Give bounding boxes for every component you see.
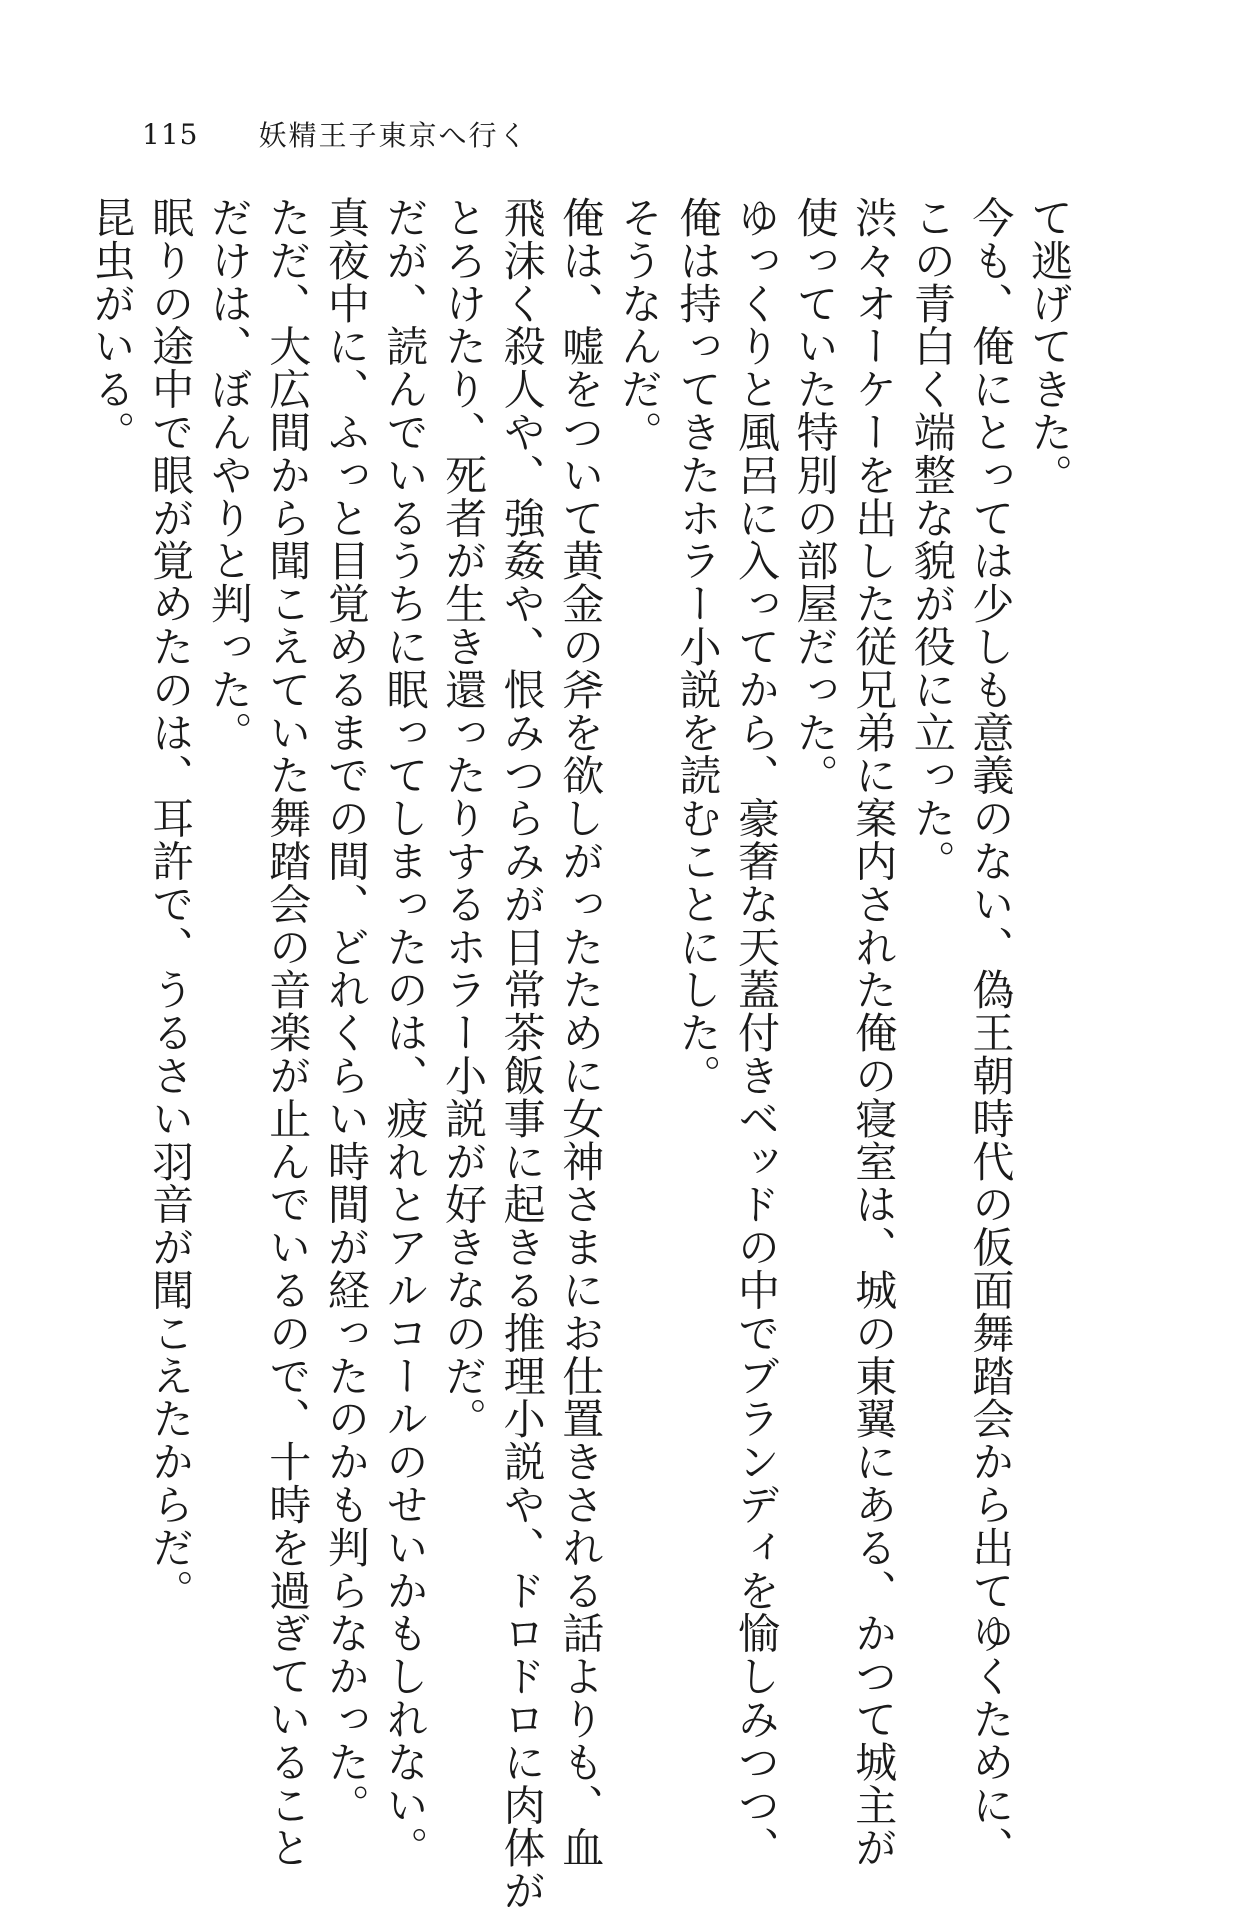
text-line: 俺は持ってきたホラー小説を読むことにした。: [673, 196, 723, 1097]
book-title: 妖精王子東京へ行く: [258, 119, 529, 152]
text-line: とろけたり、死者が生き還ったりするホラー小説が好きなのだ。: [439, 196, 489, 1441]
text-line: 俺は、嘘をついて黄金の斧を欲しがったために女神さまにお仕置きされる話よりも、血: [556, 196, 606, 1870]
text-line: だけは、ぼんやりと判った。: [204, 196, 254, 754]
text-line: だが、読んでいるうちに眠ってしまったのは、疲れとアルコールのせいかもしれない。: [380, 196, 430, 1870]
text-line: ただ、大広間から聞こえていた舞踏会の音楽が止んでいるので、十時を過ぎていること: [263, 196, 313, 1870]
text-line: 渋々オーケーを出した従兄弟に案内された俺の寝室は、城の東翼にある、かつて城主が: [849, 196, 899, 1870]
text-line: 使っていた特別の部屋だった。: [790, 196, 840, 797]
page-number: 115: [142, 117, 199, 151]
text-line: 今も、俺にとっては少しも意義のない、偽王朝時代の仮面舞踏会から出てゆくために、: [966, 196, 1016, 1870]
text-line: 眠りの途中で眼が覚めたのは、耳許で、うるさい羽音が聞こえたからだ。: [146, 196, 196, 1612]
text-line: 飛沫く殺人や、強姦や、恨みつらみが日常茶飯事に起きる推理小説や、ドロドロに肉体が: [497, 196, 547, 1912]
text-line: 昆虫がいる。: [87, 196, 137, 454]
text-line: そうなんだ。: [614, 196, 664, 454]
body-text: [87, 196, 1078, 1912]
text-line: 真夜中に、ふっと目覚めるまでの間、どれくらい時間が経ったのかも判らなかった。: [321, 196, 371, 1827]
text-line: この青白く端整な貌が役に立った。: [907, 196, 957, 883]
text-line: て逃げてきた。: [1025, 196, 1074, 497]
text-line: ゆっくりと風呂に入ってから、豪奢な天蓋付きベッドの中でブランディを愉しみつつ、: [732, 196, 782, 1870]
running-head: [142, 112, 528, 156]
